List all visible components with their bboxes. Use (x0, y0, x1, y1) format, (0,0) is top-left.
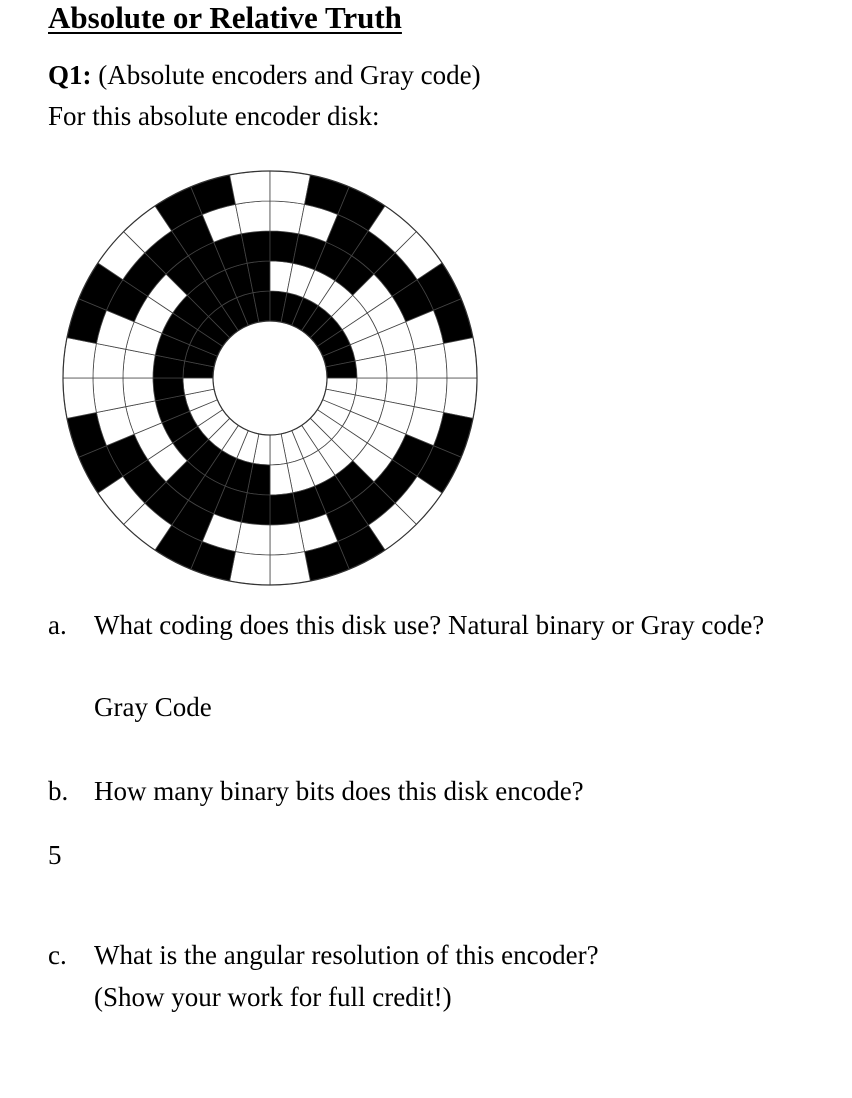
answer-b: 5 (48, 840, 62, 870)
question-heading (48, 60, 481, 91)
answer-a: Gray Code (94, 692, 212, 722)
encoder-segment (63, 338, 96, 378)
question-c-marker: c. (48, 940, 67, 970)
encoder-segment (93, 378, 126, 413)
question-c-text: What is the angular resolution of this encoder? (94, 940, 599, 970)
question-intro: For this absolute encoder disk: (48, 101, 380, 131)
encoder-disk-figure (61, 169, 479, 587)
encoder-segment (235, 201, 270, 234)
question-c-note: (Show your work for full credit!) (94, 982, 452, 1012)
page-title: Absolute or Relative Truth (48, 0, 402, 35)
encoder-segment (63, 378, 96, 418)
question-number: Q1: (48, 60, 92, 90)
encoder-segment (414, 343, 447, 378)
question-b-marker: b. (48, 776, 69, 806)
encoder-segment (230, 552, 270, 585)
encoder-segment (270, 171, 310, 204)
disk-center-hole (213, 321, 327, 435)
question-b-text: How many binary bits does this disk encode? (94, 776, 584, 806)
encoder-segment (270, 522, 305, 555)
question-topic: (Absolute encoders and Gray code) (98, 60, 481, 90)
encoder-segment (270, 552, 310, 585)
encoder-segment (444, 378, 477, 418)
encoder-segment (444, 338, 477, 378)
encoder-segment (230, 171, 270, 204)
question-a-text: What coding does this disk use? Natural binary or Gray code? (94, 610, 765, 640)
question-a-marker: a. (48, 610, 67, 640)
